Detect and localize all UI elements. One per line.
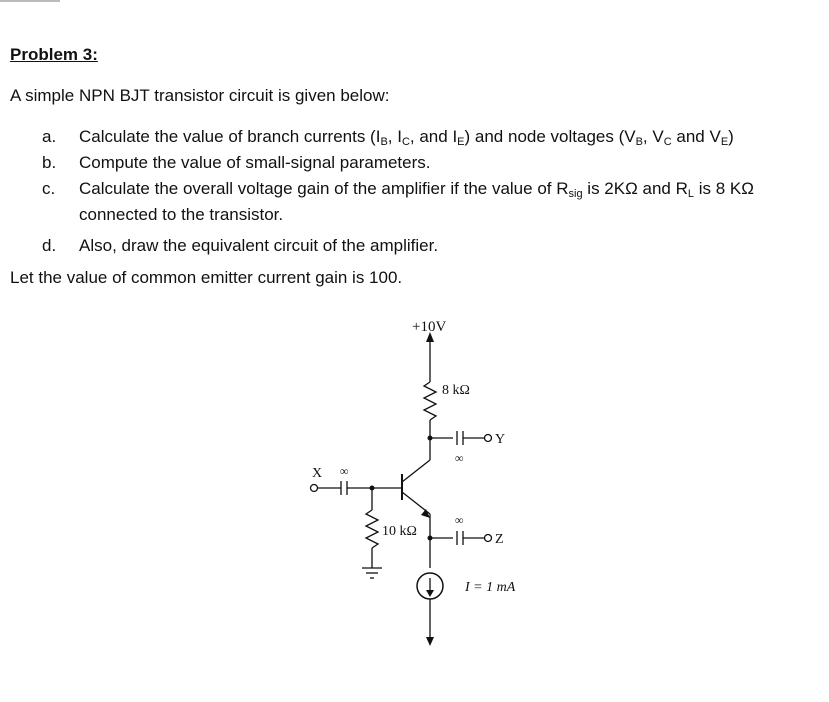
node-x-terminal (311, 485, 318, 492)
question-b: b. Compute the value of small-signal parameters. (42, 150, 812, 176)
current-arrow-head (426, 590, 434, 597)
junction-dot (428, 536, 433, 541)
problem-title: Problem 3: (10, 45, 98, 64)
problem-note: Let the value of common emitter current gain is 100. (10, 268, 403, 287)
problem-intro: A simple NPN BJT transistor circuit is given below: (10, 86, 390, 105)
question-a: a. Calculate the value of branch currents ($I_B$, $I_C$, and $I_E$) and node voltages ($V_B$, $V_C$ and $V_E$) (42, 124, 812, 150)
top-rule (0, 0, 60, 2)
question-marker: a. (42, 127, 57, 146)
transistor-collector (402, 460, 430, 482)
y-capacitor-value: ∞ (455, 451, 464, 465)
junction-dot (428, 436, 433, 441)
question-marker: b. (42, 153, 57, 172)
question-list (42, 124, 812, 259)
node-z-label: Z (495, 532, 504, 547)
question-marker: c. (42, 179, 56, 198)
question-d: d. Also, draw the equivalent circuit of the amplifier. (42, 233, 812, 259)
circuit-diagram (290, 310, 590, 655)
x-capacitor-value: ∞ (340, 464, 349, 478)
negative-supply-arrow (426, 637, 434, 646)
z-capacitor-value: ∞ (455, 513, 464, 527)
question-marker: d. (42, 236, 57, 255)
question-c: c. Calculate the overall voltage gain of the amplifier if the value of $R_{sig}$ is 2KΩ and $R_L$ is 8 KΩ connected to the transistor. (42, 176, 812, 228)
emitter-resistor-label: 10 kΩ (382, 524, 417, 539)
collector-resistor (424, 382, 436, 420)
base-resistor (366, 510, 378, 548)
current-source-label: I = 1 mA (465, 580, 516, 595)
node-y-label: Y (495, 432, 506, 447)
node-x-label: X (312, 466, 323, 481)
node-z-terminal (485, 535, 492, 542)
node-y-terminal (485, 435, 492, 442)
junction-dot (370, 486, 375, 491)
collector-resistor-label: 8 kΩ (442, 383, 470, 398)
supply-label: +10V (412, 319, 447, 335)
